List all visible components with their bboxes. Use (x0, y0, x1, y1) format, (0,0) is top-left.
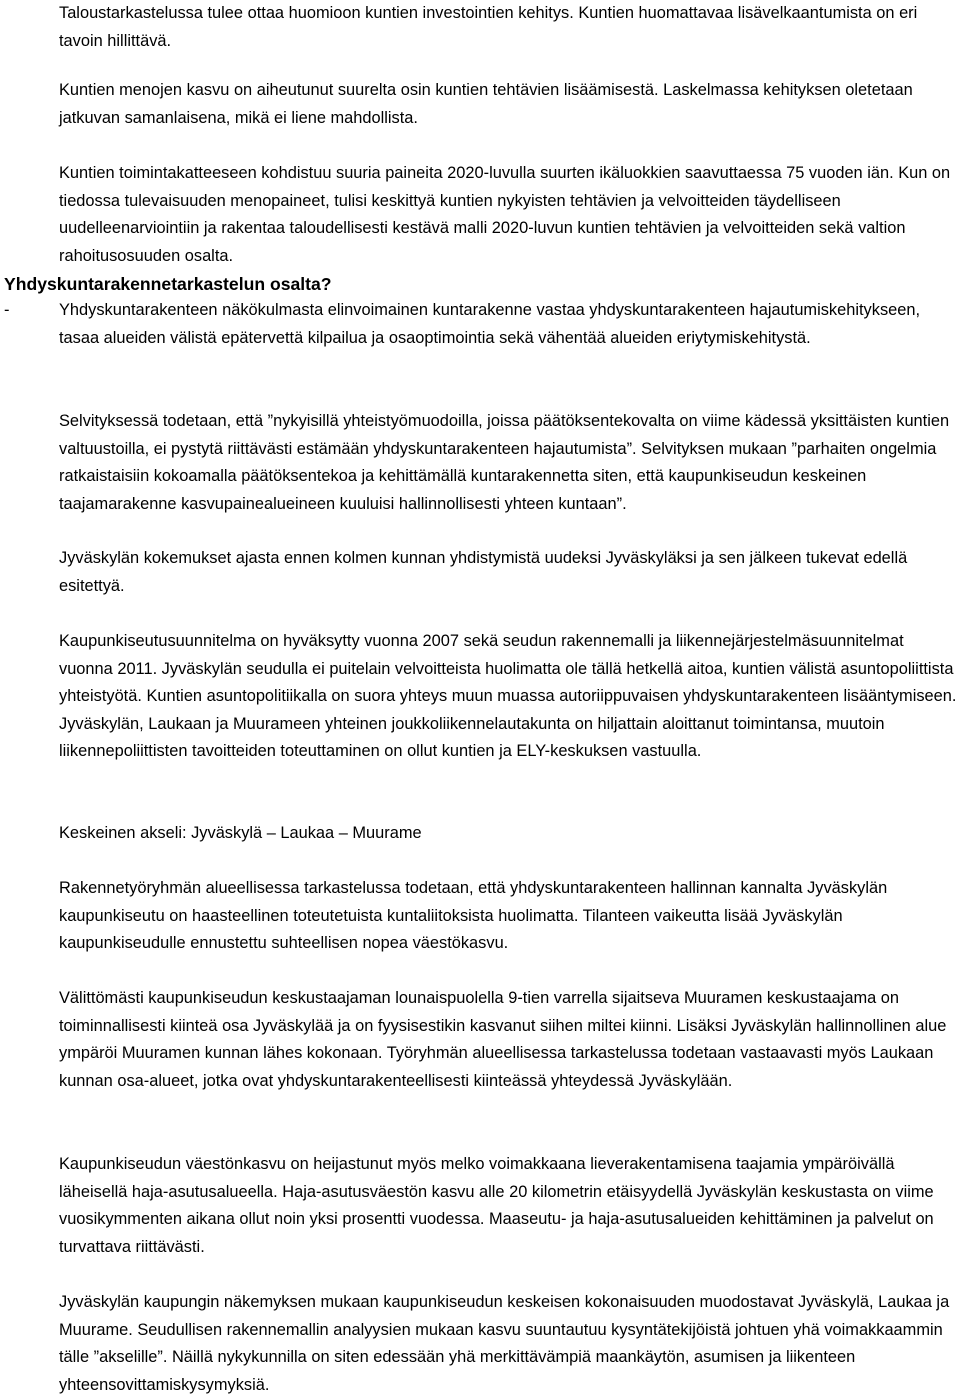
paragraph-jyvaskyla-experience: Jyväskylän kokemukset ajasta ennen kolmen kunnan yhdistymistä uudeksi Jyväskyläksi ja sen jälkeen tukevat edellä esitettyä. (59, 549, 908, 595)
paragraph-working-group: Rakennetyöryhmän alueellisessa tarkastelussa todetaan, että yhdyskuntarakenteen hallinnan kannalta Jyväskylän kaupunkiseutu on haasteellinen toteutetuista kuntaliitoksista huolimatta. Tilanteen vaikeutta lisää Jyväskylän kaupunkiseudulle ennustettu suhteellisen nopea väestökasvu. (59, 879, 888, 953)
paragraph-expense-growth: Kuntien menojen kasvu on aiheutunut suurelta osin kuntien tehtävien lisäämisestä. Laskelmassa kehityksen oletetaan jatkuvan samanlaisena, mikä ei liene mahdollista. (59, 81, 913, 127)
paragraph-city-view: Jyväskylän kaupungin näkemyksen mukaan kaupunkiseudun keskeisen kokonaisuuden muodostavat Jyväskylä, Laukaa ja Muurame. Seudullisen rakennemallin analyysien mukaan kasvu suuntautuu kysyntätekijöistä johtuen yhä voimakkaammin tälle ”akselille”. Näillä nykykunnilla on siten edessään yhä merkittävämpiä maankäytön, asumisen ja liikenteen yhteensovittamiskysymyksiä. (59, 1293, 950, 1394)
paragraph-operating-margin: Kuntien toimintakatteeseen kohdistuu suuria paineita 2020-luvulla suurten ikäluokkien saavuttaessa 75 vuoden iän. Kun on tiedossa tulevaisuuden menopaineet, tulisi keskittyä kuntien nykyisten tehtävien ja velvoitteiden täydelliseen uudelleenarviointiin ja rakentaa taloudellisesti kestävä malli 2020-luvun kuntien tehtävien ja velvoitteiden sekä valtion rahoitusosuuden osalta. (59, 164, 951, 265)
paragraph-muurame: Välittömästi kaupunkiseudun keskustaajaman lounaispuolella 9-tien varrella sijaitseva Muuramen keskustaajama on toiminnallisesti kiinteä osa Jyväskylää ja on fyysisestikin kasvanut siihen miltei kiinni. Lisäksi Jyväskylän hallinnollinen alue ympäröi Muuramen kunnan lähes kokonaan. Työryhmän alueellisessa tarkastelussa todetaan vastaavasti myös Laukaan kunnan osa-alueet, jotka ovat yhdyskuntarakenteellisesti kiinteässä yhteydessä Jyväskylään. (59, 989, 947, 1090)
paragraph-regional-plan: Kaupunkiseutusuunnitelma on hyväksytty vuonna 2007 sekä seudun rakennemalli ja liikennejärjestelmäsuunnitelmat vuonna 2011. Jyväskylän seudulla ei puitelain velvoitteista huolimatta ole tällä hetkellä aitoa, kuntien välistä asuntopoliittista yhteistyötä. Kuntien asuntopolitiikalla on suora yhteys muun muassa autoriippuvaisen yhdyskuntarakenteen lisääntymiseen. Jyväskylän, Laukaan ja Muurameen yhteinen joukkoliikennelautakunta on hiljattain aloittanut toimintansa, muutoin liikennepoliittisten tavoitteiden toteuttaminen on ollut kuntien ja ELY-keskuksen vastuulla. (59, 632, 957, 761)
paragraph-survey-quote: Selvityksessä todetaan, että ”nykyisillä yhteistyömuodoilla, joissa päätöksentekovalta on viime kädessä yksittäisten kuntien valtuustoilla, ei pystytä riittävästi estämään yhdyskuntarakenteen hajautumista”. Selvityksen mukaan ”parhaiten ongelmia ratkaistaisiin kokoamalla päätöksentekoa ja kehittämällä kuntarakennetta siten, että kaupunkiseudun keskeinen taajamarakenne kasvupainealueineen kuuluisi hallinnollisesti yhteen kuntaan”. (59, 412, 950, 513)
paragraph-key-axis: Keskeinen akseli: Jyväskylä – Laukaa – Muurame (59, 824, 422, 842)
section-heading: Yhdyskuntarakennetarkastelun osalta? (4, 274, 332, 294)
paragraph-investments: Taloustarkastelussa tulee ottaa huomioon kuntien investointien kehitys. Kuntien huomattavaa lisävelkaantumista on eri tavoin hillittävä. (59, 4, 918, 50)
paragraph-population-growth: Kaupunkiseudun väestönkasvu on heijastunut myös melko voimakkaana lieverakentamisena taajamia ympäröivällä läheisellä haja-asutusalueella. Haja-asutusväestön kasvu alle 20 kilometrin etäisyydellä Jyväskylän keskustasta on viime vuosikymmenten aikana ollut noin yksi prosentti vuodessa. Maaseutu- ja haja-asutusalueiden kehittäminen ja palvelut on turvattava riittävästi. (59, 1155, 934, 1256)
list-bullet: - (4, 301, 10, 319)
paragraph-community-structure: Yhdyskuntarakenteen näkökulmasta elinvoimainen kuntarakenne vastaa yhdyskuntarakenteen hajautumiskehitykseen, tasaa alueiden välistä epätervettä kilpailua ja osaoptimointia sekä vähentää alueiden eriytymiskehitystä. (59, 301, 921, 347)
